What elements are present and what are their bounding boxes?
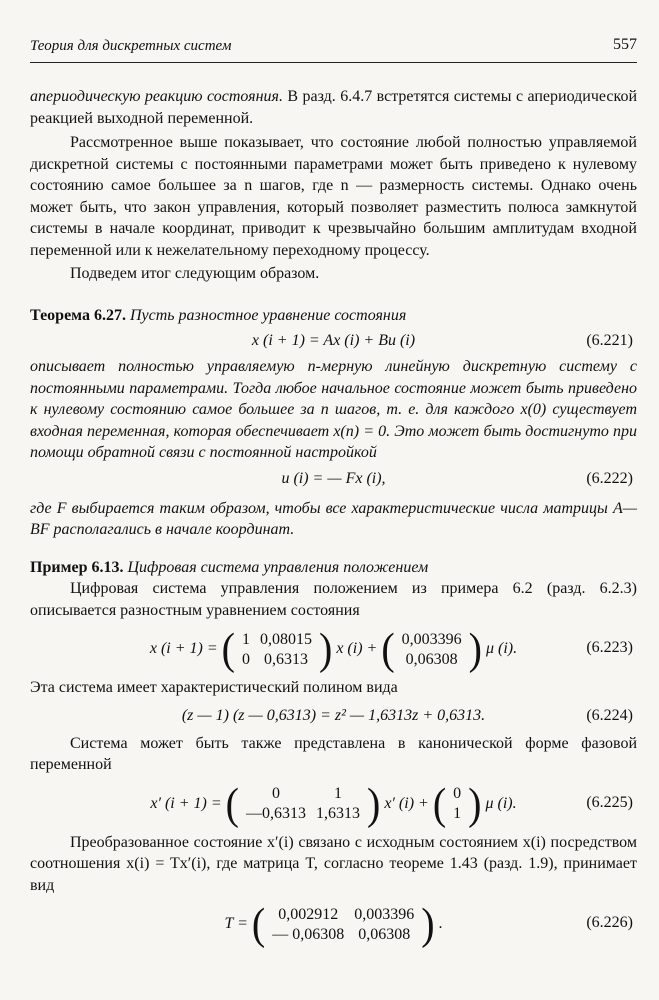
paragraph-2: Рассмотренное выше показывает, что состояние любой полностью управляемой дискретной системы с постоянными параметрами может быть приведено к нулевому состоянию самое большее за n шагов, где n — размерность системы. Однако очень может быть, что закон управления, который позволяет разместить полюса замкнутой системы в начале координат, приводит к чрезвычайно большим амплитудам входной переменной или к нежелательному переходному процессу.	[30, 134, 637, 259]
transform-paragraph: Преобразованное состояние x′(i) связано с исходным состоянием x(i) посредством соотношения x(i) = Tx′(i), где матрица T, согласно теореме 1.43 (разд. 1.9), принимает вид	[30, 833, 637, 894]
example-heading: Пример 6.13. Цифровая система управления положением	[30, 558, 429, 576]
vector-b-canonical: ( 0 1 )	[432, 778, 482, 828]
equation-number: (6.221)	[586, 332, 633, 349]
theorem-body: описывает полностью управляемую n-мерную линейную дискретную систему с постоянными параметрами. Тогда любое начальное состояние может быть приведено к нулевому состоянию самое большее за n шагов, т. е. для каждого x(0) существует входная переменная, которая обеспечивает x(n) = 0. Это может быть достигнуто при помощи обратной связи с постоянной настройкой	[30, 358, 637, 461]
vector-b: ( 0,003396 0,06308 )	[381, 623, 482, 674]
equation-6-222: u (i) = — Fx (i), (6.222)	[30, 468, 637, 494]
page-number: 557	[613, 36, 637, 53]
equation-6-223: x (i + 1) = ( 1 0,08015 0 0,6313 ) x (i) + ( 0,003396 0,06308 ) μ (i). (6.223)	[149, 623, 633, 674]
equation-6-221: x (i + 1) = Ax (i) + Bu (i) (6.221)	[30, 330, 637, 356]
equation-number: (6.223)	[586, 639, 633, 656]
canonical-paragraph: Система может быть также представлена в канонической форме фазовой переменной	[30, 734, 637, 773]
equation-6-226: T = ( 0,002912 0,003396 — 0,06308 0,06308 ) . (6.226)	[224, 898, 633, 949]
page-body	[30, 86, 637, 952]
equation-number: (6.224)	[586, 706, 633, 724]
equation-number: (6.222)	[586, 469, 633, 487]
equation-number: (6.225)	[586, 793, 633, 811]
running-header	[30, 34, 637, 63]
theorem-ending: где F выбирается таким образом, чтобы все характеристические числа матрицы A—BF располагались в начале координат.	[30, 499, 637, 538]
paragraph-1: апериодическую реакцию состояния. В разд. 6.4.7 встретятся системы с апериодической реакцией выходной переменной.	[30, 88, 638, 127]
example-paragraph: Цифровая система управления положением из примера 6.2 (разд. 6.2.3) описывается разностным уравнением состояния	[30, 580, 637, 619]
equation-6-225: x′ (i + 1) = ( 0 1 —0,6313 1,6313 ) x′ (i) + ( 0 1 ) μ (i). (6.225)	[150, 778, 633, 828]
equation-6-224: (z — 1) (z — 0,6313) = z² — 1,6313z + 0,6313. (6.224)	[30, 705, 637, 731]
characteristic-paragraph: Эта система имеет характеристический полином вида	[30, 679, 398, 696]
paragraph-3: Подведем итог следующим образом.	[70, 265, 320, 282]
chapter-title: Теория для дискретных систем	[30, 38, 232, 54]
theorem-heading: Теорема 6.27. Пусть разностное уравнение состояния	[30, 306, 407, 324]
equation-number: (6.226)	[586, 914, 633, 931]
matrix-a-canonical: ( 0 1 —0,6313 1,6313 )	[225, 778, 381, 828]
matrix-t: ( 0,002912 0,003396 — 0,06308 0,06308 )	[251, 898, 435, 949]
matrix-a: ( 1 0,08015 0 0,6313 )	[221, 623, 333, 674]
